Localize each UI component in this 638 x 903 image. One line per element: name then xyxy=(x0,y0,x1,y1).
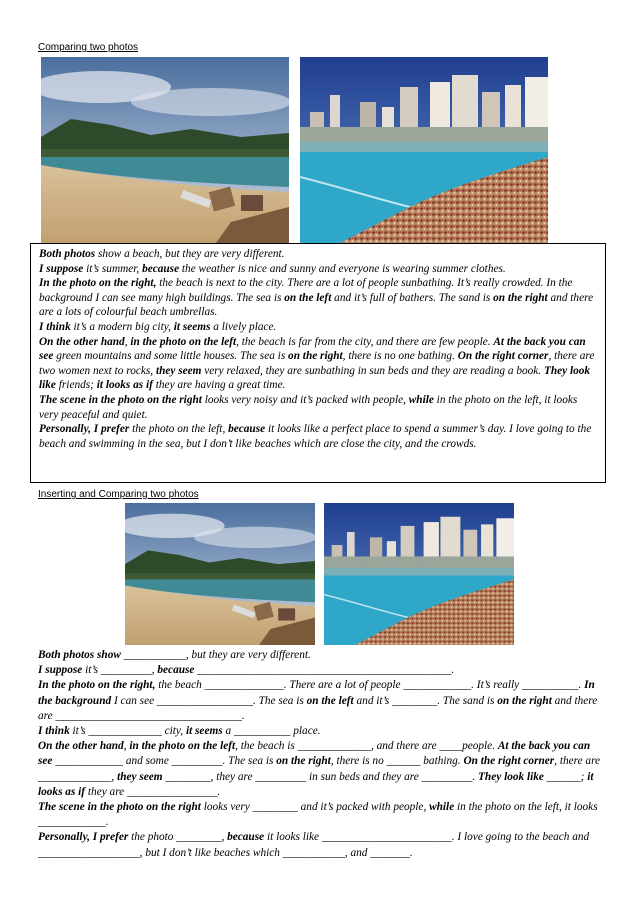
worksheet-paragraphs xyxy=(38,648,604,861)
bold-phrase: because xyxy=(142,262,180,275)
worksheet-paragraph xyxy=(38,830,604,860)
crowded-beach-photo-small xyxy=(324,503,514,645)
bold-phrase: on the left xyxy=(284,291,332,304)
text-run: green mountains and some little houses. The sea is xyxy=(53,350,289,363)
bold-phrase: In the background xyxy=(38,679,595,707)
text-run: it looks like a perfect place to spend a summer’s day. I love going to the beach and swimming in the sea, but I don’t like beaches which are close the city, and the crowds. xyxy=(39,423,592,450)
text-run: the weather is nice and sunny and everyone is wearing summer clothes. xyxy=(179,262,506,275)
text-run: show a beach, but they are very different. xyxy=(95,248,285,260)
bold-phrase: On the other hand xyxy=(39,335,125,348)
text-run: it’s _________, xyxy=(82,664,158,677)
quiet-beach-photo-small xyxy=(125,503,315,645)
bold-phrase: Both photos xyxy=(39,248,96,260)
text-run: and it’s ________. The sand is xyxy=(353,694,498,707)
text-run: , there are _____________, xyxy=(38,755,601,783)
bold-phrase: I suppose xyxy=(38,664,83,677)
text-run: the beach ______________. There are a lot of people ____________. It’s really __________. xyxy=(155,679,585,692)
bold-phrase: on the left xyxy=(306,694,354,707)
bold-phrase: in the photo on the left xyxy=(130,335,237,348)
bold-phrase: At the back you can see xyxy=(38,740,591,768)
bold-phrase: it looks as if xyxy=(38,770,594,798)
text-run: they are ________________. xyxy=(85,785,221,798)
text-run: looks very noisy and it’s packed with people, xyxy=(201,393,409,406)
bold-phrase: The scene in the photo on the right xyxy=(38,801,201,814)
worksheet-paragraph xyxy=(38,724,604,739)
example-paragraph xyxy=(39,276,599,320)
text-run: in the photo on the left, it looks very peaceful and quiet. xyxy=(39,393,578,421)
text-run: _____________________________________________. xyxy=(194,664,455,677)
bold-phrase: they seem xyxy=(155,364,202,377)
text-run: the photo on the left, xyxy=(129,423,229,436)
worksheet-paragraph xyxy=(38,678,604,724)
bold-phrase: because xyxy=(228,423,266,436)
text-run: a lively place. xyxy=(210,320,277,333)
bold-phrase: In the photo on the right, xyxy=(38,679,156,692)
bold-phrase: on the right xyxy=(288,350,343,363)
text-run: and it’s full of bathers. The sand is xyxy=(331,291,494,304)
example-text-box xyxy=(30,243,606,483)
example-paragraph xyxy=(39,393,599,422)
bold-phrase: on the right xyxy=(497,694,552,707)
worksheet-paragraph xyxy=(38,648,604,663)
text-run: looks very ________ and it’s packed with people, xyxy=(200,801,430,814)
bold-phrase: At the back you can see xyxy=(39,335,586,363)
text-run: a __________ place. xyxy=(222,725,321,738)
bold-phrase: Personally, I prefer xyxy=(38,831,129,844)
bold-phrase: The scene in the photo on the right xyxy=(39,393,202,406)
bold-phrase: on the right xyxy=(276,755,331,768)
text-run: I can see _________________. The sea is xyxy=(111,694,307,707)
bold-phrase: in the photo on the left xyxy=(129,740,236,753)
section-title-inserting: Inserting and Comparing two photos xyxy=(38,489,199,500)
bold-phrase: because xyxy=(157,664,195,677)
text-run: , there is no one bathing. xyxy=(342,350,458,363)
text-run: ___________, but they are very different. xyxy=(120,649,311,661)
bold-phrase: They look like xyxy=(478,770,544,783)
section-title-comparing: Comparing two photos xyxy=(38,42,139,53)
bold-phrase: Both photos show xyxy=(38,649,121,661)
bold-phrase: it seems xyxy=(173,320,211,333)
bold-phrase: while xyxy=(408,393,434,406)
bold-phrase: On the right corner xyxy=(463,755,555,768)
text-run: the beach is next to the city. There are a lot of people sunbathing. It’s really crowded. In the background I can see many high buildings. The sea is xyxy=(39,277,573,304)
text-run: and there are a lots of colourful beach umbrellas. xyxy=(39,291,594,319)
text-run: very relaxed, they are sunbathing in sun beds and they are reading a book. xyxy=(201,364,544,377)
example-paragraph xyxy=(39,262,599,277)
bold-phrase: because xyxy=(227,831,265,844)
example-paragraph xyxy=(39,335,599,393)
text-run: , xyxy=(123,740,130,753)
bold-phrase: Personally, I prefer xyxy=(39,423,130,436)
text-run: they are having a great time. xyxy=(152,379,286,392)
text-run: , there are two women next to rocks, xyxy=(39,350,595,377)
text-run: , the beach is far from the city, and there are few people. xyxy=(236,335,494,348)
bold-phrase: on the right xyxy=(493,291,548,304)
example-paragraphs xyxy=(39,247,599,451)
bold-phrase: In the photo on the right, xyxy=(39,277,157,290)
example-paragraph xyxy=(39,422,599,451)
bold-phrase: I suppose xyxy=(39,262,84,275)
worksheet-paragraph xyxy=(38,800,604,830)
bold-phrase: they seem xyxy=(117,770,163,783)
bold-phrase: I think xyxy=(39,320,71,333)
text-run: , the beach is _____________, and there are ____people. xyxy=(235,740,498,753)
text-run: the photo ________, xyxy=(128,831,228,844)
text-run: , xyxy=(124,335,131,348)
text-run: ____________ and some _________. The sea is xyxy=(52,755,277,768)
worksheet-gap-fill xyxy=(38,648,604,861)
text-run: , there is no ______ bathing. xyxy=(330,755,464,768)
example-paragraph xyxy=(39,320,599,335)
text-run: friends; xyxy=(55,379,97,392)
text-run: ______; xyxy=(543,770,588,783)
bold-phrase: it seems xyxy=(185,725,223,738)
bold-phrase: They look like xyxy=(39,364,591,392)
text-run: ________, they are _________ in sun beds and they are _________. xyxy=(162,770,479,783)
bold-phrase: On the other hand xyxy=(38,740,124,753)
quiet-beach-photo xyxy=(41,57,289,243)
bold-phrase: while xyxy=(429,801,455,814)
worksheet-paragraph xyxy=(38,663,604,678)
example-paragraph xyxy=(39,247,599,262)
text-run: it’s _____________ city, xyxy=(69,725,186,738)
bold-phrase: On the right corner xyxy=(457,350,549,363)
text-run: it’s summer, xyxy=(83,262,143,275)
bold-phrase: it looks as if xyxy=(96,379,153,392)
worksheet-paragraph xyxy=(38,739,604,800)
crowded-beach-photo xyxy=(300,57,548,243)
text-run: it looks like _______________________. I love going to the beach and __________________, but I don’t like beaches which ___________, and _______. xyxy=(38,831,590,859)
bold-phrase: I think xyxy=(38,725,70,738)
text-run: and there are _________________________________. xyxy=(38,694,598,722)
text-run: it’s a modern big city, xyxy=(70,320,174,333)
text-run: in the photo on the left, it looks ____________. xyxy=(38,801,598,829)
